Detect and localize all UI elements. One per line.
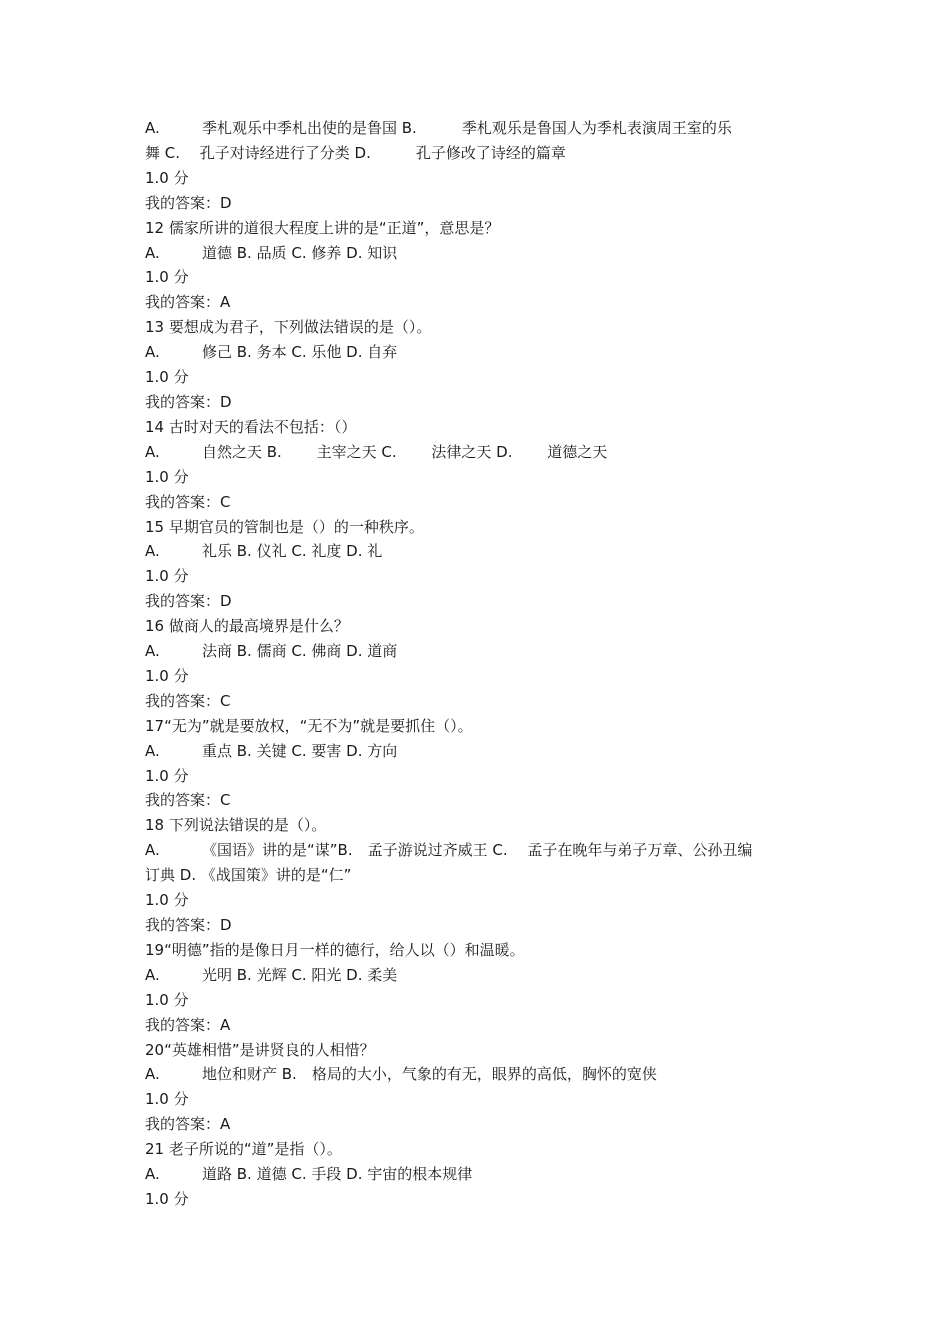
- text-line: 订典 D. 《战国策》讲的是“仁”: [145, 866, 352, 885]
- option-letter: A.: [145, 1165, 160, 1184]
- text-line: 1.0 分: [145, 891, 189, 910]
- answer-options-line: [145, 340, 825, 365]
- option-letter: A.: [145, 542, 160, 561]
- text-line: 1.0 分: [145, 467, 189, 486]
- option-text: 法商 B. 儒商 C. 佛商 D. 道商: [202, 642, 398, 661]
- answer-options-line: [145, 241, 825, 266]
- option-letter: A.: [145, 1065, 160, 1084]
- text-line: 18 下列说法错误的是（）。: [145, 816, 327, 835]
- option-letter: A.: [145, 741, 160, 760]
- text-line: 我的答案：C: [145, 492, 231, 511]
- document-body: [145, 116, 825, 1212]
- option-letter: A.: [145, 243, 160, 262]
- text-line: 我的答案：D: [145, 193, 232, 212]
- text-line: 12 儒家所讲的道很大程度上讲的是“正道”，意思是？: [145, 218, 500, 237]
- text-line: 我的答案：D: [145, 592, 232, 611]
- option-text: 地位和财产 B. 格局的大小，气象的有无，眼界的高低，胸怀的宽侠: [202, 1065, 657, 1084]
- text-line: 1.0 分: [145, 766, 189, 785]
- answer-options-line: [145, 539, 825, 564]
- answer-options-line: [145, 739, 825, 764]
- text-line: 14 古时对天的看法不包括：（）: [145, 417, 357, 436]
- option-text: 道路 B. 道德 C. 手段 D. 宇宙的根本规律: [202, 1165, 473, 1184]
- answer-options-line: [145, 639, 825, 664]
- text-line: 1.0 分: [145, 368, 189, 387]
- text-line: 20“英雄相惜”是讲贤良的人相惜？: [145, 1040, 375, 1059]
- text-line: 我的答案：A: [145, 1115, 231, 1134]
- option-text: 光明 B. 光辉 C. 阳光 D. 柔美: [202, 965, 398, 984]
- text-line: 15 早期官员的管制也是（）的一种秩序。: [145, 517, 424, 536]
- text-line: 13 要想成为君子，下列做法错误的是（）。: [145, 318, 432, 337]
- text-line: 16 做商人的最高境界是什么？: [145, 617, 349, 636]
- answer-options-line: [145, 963, 825, 988]
- option-text: 重点 B. 关键 C. 要害 D. 方向: [202, 741, 398, 760]
- text-line: 1.0 分: [145, 990, 189, 1009]
- text-line: 我的答案：C: [145, 691, 231, 710]
- text-line: 1.0 分: [145, 168, 189, 187]
- answer-options-line: [145, 838, 825, 863]
- option-letter: A.: [145, 442, 160, 461]
- text-line: 我的答案：A: [145, 1015, 231, 1034]
- text-line: 19“明德”指的是像日月一样的德行，给人以（）和温暖。: [145, 940, 525, 959]
- option-letter: A.: [145, 965, 160, 984]
- text-line: 1.0 分: [145, 1189, 189, 1208]
- option-text: 自然之天 B. 主宰之天 C. 法律之天 D. 道德之天: [202, 442, 608, 461]
- text-line: 舞 C. 孔子对诗经进行了分类 D. 孔子修改了诗经的篇章: [145, 143, 566, 162]
- option-text: 修己 B. 务本 C. 乐他 D. 自弃: [202, 343, 398, 362]
- option-letter: A.: [145, 642, 160, 661]
- option-text: 礼乐 B. 仪礼 C. 礼度 D. 礼: [202, 542, 383, 561]
- text-line: 1.0 分: [145, 1090, 189, 1109]
- option-letter: A.: [145, 841, 160, 860]
- option-text: 道德 B. 品质 C. 修养 D. 知识: [202, 243, 398, 262]
- option-letter: A.: [145, 343, 160, 362]
- option-text: 《国语》讲的是“谋”B. 孟子游说过齐威王 C. 孟子在晚年与弟子万章、公孙丑编: [202, 841, 753, 860]
- text-line: 我的答案：D: [145, 392, 232, 411]
- text-line: 21 老子所说的“道”是指（）。: [145, 1140, 342, 1159]
- text-line: 我的答案：D: [145, 916, 232, 934]
- answer-options-line: [145, 1162, 825, 1187]
- answer-options-line: [145, 116, 825, 141]
- text-line: 我的答案：A: [145, 293, 231, 312]
- text-line: 1.0 分: [145, 268, 189, 287]
- text-line: 1.0 分: [145, 567, 189, 586]
- option-text: 季札观乐中季札出使的是鲁国 B. 季札观乐是鲁国人为季札表演周王室的乐: [202, 119, 732, 137]
- answer-options-line: [145, 1062, 825, 1087]
- text-line: 我的答案：C: [145, 791, 231, 810]
- option-letter: A.: [145, 119, 160, 137]
- text-line: 1.0 分: [145, 666, 189, 685]
- text-line: 17“无为”就是要放权，“无不为”就是要抓住（）。: [145, 716, 473, 735]
- answer-options-line: [145, 440, 825, 465]
